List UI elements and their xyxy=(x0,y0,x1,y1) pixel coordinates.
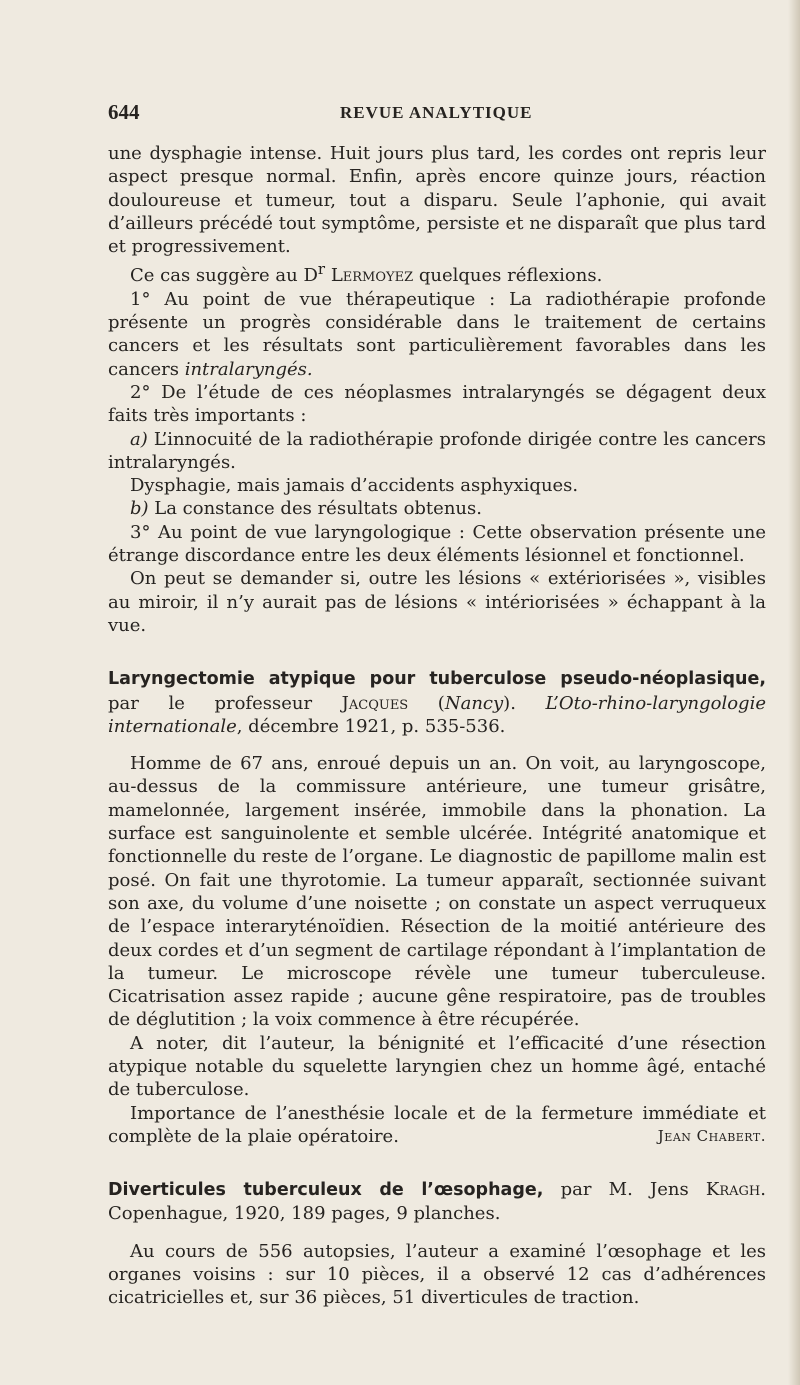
paragraph: a) L’innocuité de la radiothérapie profonde dirigée contre les cancers intralaryngés. xyxy=(108,428,766,473)
text-column xyxy=(108,142,766,1310)
person-name: Lermoyez xyxy=(330,265,414,287)
paragraph: Ce cas suggère au $D^r$ Lermoyez quelques réflexions. xyxy=(130,260,603,287)
paragraph: A noter, dit l’auteur, la bénignité et l’efficacité d’une résection atypique notable du squelette laryngien chez un homme âgé, entaché de tuberculose. xyxy=(108,1032,766,1101)
paragraph: Importance de l’anesthésie locale et de la fermeture immédiate et complète de la plaie opératoire. Jean Chabert. xyxy=(108,1102,766,1147)
page-edge-shadow xyxy=(788,0,800,1385)
paragraph: 2° De l’étude de ces néoplasmes intralaryngés se dégagent deux faits très importants : xyxy=(108,381,766,427)
paragraph: 3° Au point de vue laryngologique : Cette observation présente une étrange discordance entre les deux éléments lésionnel et fonctionnel. xyxy=(108,521,766,567)
author-name: Jacques xyxy=(341,692,409,714)
article-title: Laryngectomie atypique pour tuberculose pseudo-néoplasique, xyxy=(108,669,766,690)
paragraph: une dysphagie intense. Huit jours plus tard, les cordes ont repris leur aspect presque normal. Enfin, après encore quinze jours, réaction douloureuse et tumeur, tout a disparu. Seule l’aphonie, qui avait d’ailleurs précédé tout symptôme, persiste et ne disparaît que plus tard et progressivement. xyxy=(108,143,766,258)
paragraph: Homme de 67 ans, enroué depuis un an. On voit, au laryngoscope, au-dessus de la commissure antérieure, une tumeur grisâtre, mamelonnée, largement insérée, immobile dans la phonation. La surface est sanguinolente et semble ulcérée. Intégrité anatomique et fonctionnelle du reste de l’organe. Le diagnostic de papillome malin est posé. On fait une thyrotomie. La tumeur apparaît, sectionnée suivant son axe, du volume d’une noisette ; on constate un aspect verruqueux de l’espace interaryténoïdien. Résection de la moitié antérieure des deux cordes et d’un segment de cartilage répondant à l’implantation de la tumeur. Le microscope révèle une tumeur tuberculeuse. Cicatrisation assez rapide ; aucune gêne respiratoire, pas de troubles de déglutition ; la voix commence à être récupérée. xyxy=(108,753,766,1031)
paragraph: 1° Au point de vue thérapeutique : La radiothérapie profonde présente un progrès considérable dans le traitement de certains cancers et les résultats sont particulièrement favorables dans les cancers intralaryngés. xyxy=(108,288,766,380)
article-heading: Diverticules tuberculeux de l’œsophage, par M. Jens Kragh. Copenhague, 1920, 189 pages, 9 planches. xyxy=(108,1179,766,1225)
author-name: Kragh. xyxy=(705,1179,766,1201)
page-number: 644 xyxy=(108,100,140,124)
journal-name: L’Oto-rhino-laryngologie internationale xyxy=(108,692,766,737)
signature: Jean Chabert. xyxy=(657,1126,766,1145)
paragraph: Au cours de 556 autopsies, l’auteur a examiné l’œsophage et les organes voisins : sur 10 pièces, il a observé 12 cas d’adhérences cicatricielles et, sur 36 pièces, 51 diverticules de traction. xyxy=(108,1240,766,1309)
running-title: REVUE ANALYTIQUE xyxy=(340,103,533,122)
paragraph: b) La constance des résultats obtenus. xyxy=(130,498,482,520)
article-heading: Laryngectomie atypique pour tuberculose pseudo-néoplasique, par le professeur Jacques (Nancy). L’Oto-rhino-laryngologie internationale, décembre 1921, p. 535-536. xyxy=(108,669,766,737)
article-title: Diverticules tuberculeux de l’œsophage, xyxy=(108,1180,544,1201)
paragraph: On peut se demander si, outre les lésions « extériorisées », visibles au miroir, il n’y aurait pas de lésions « intériorisées » échappant à la vue. xyxy=(108,568,766,636)
paragraph: Dysphagie, mais jamais d’accidents asphyxiques. xyxy=(130,475,579,497)
